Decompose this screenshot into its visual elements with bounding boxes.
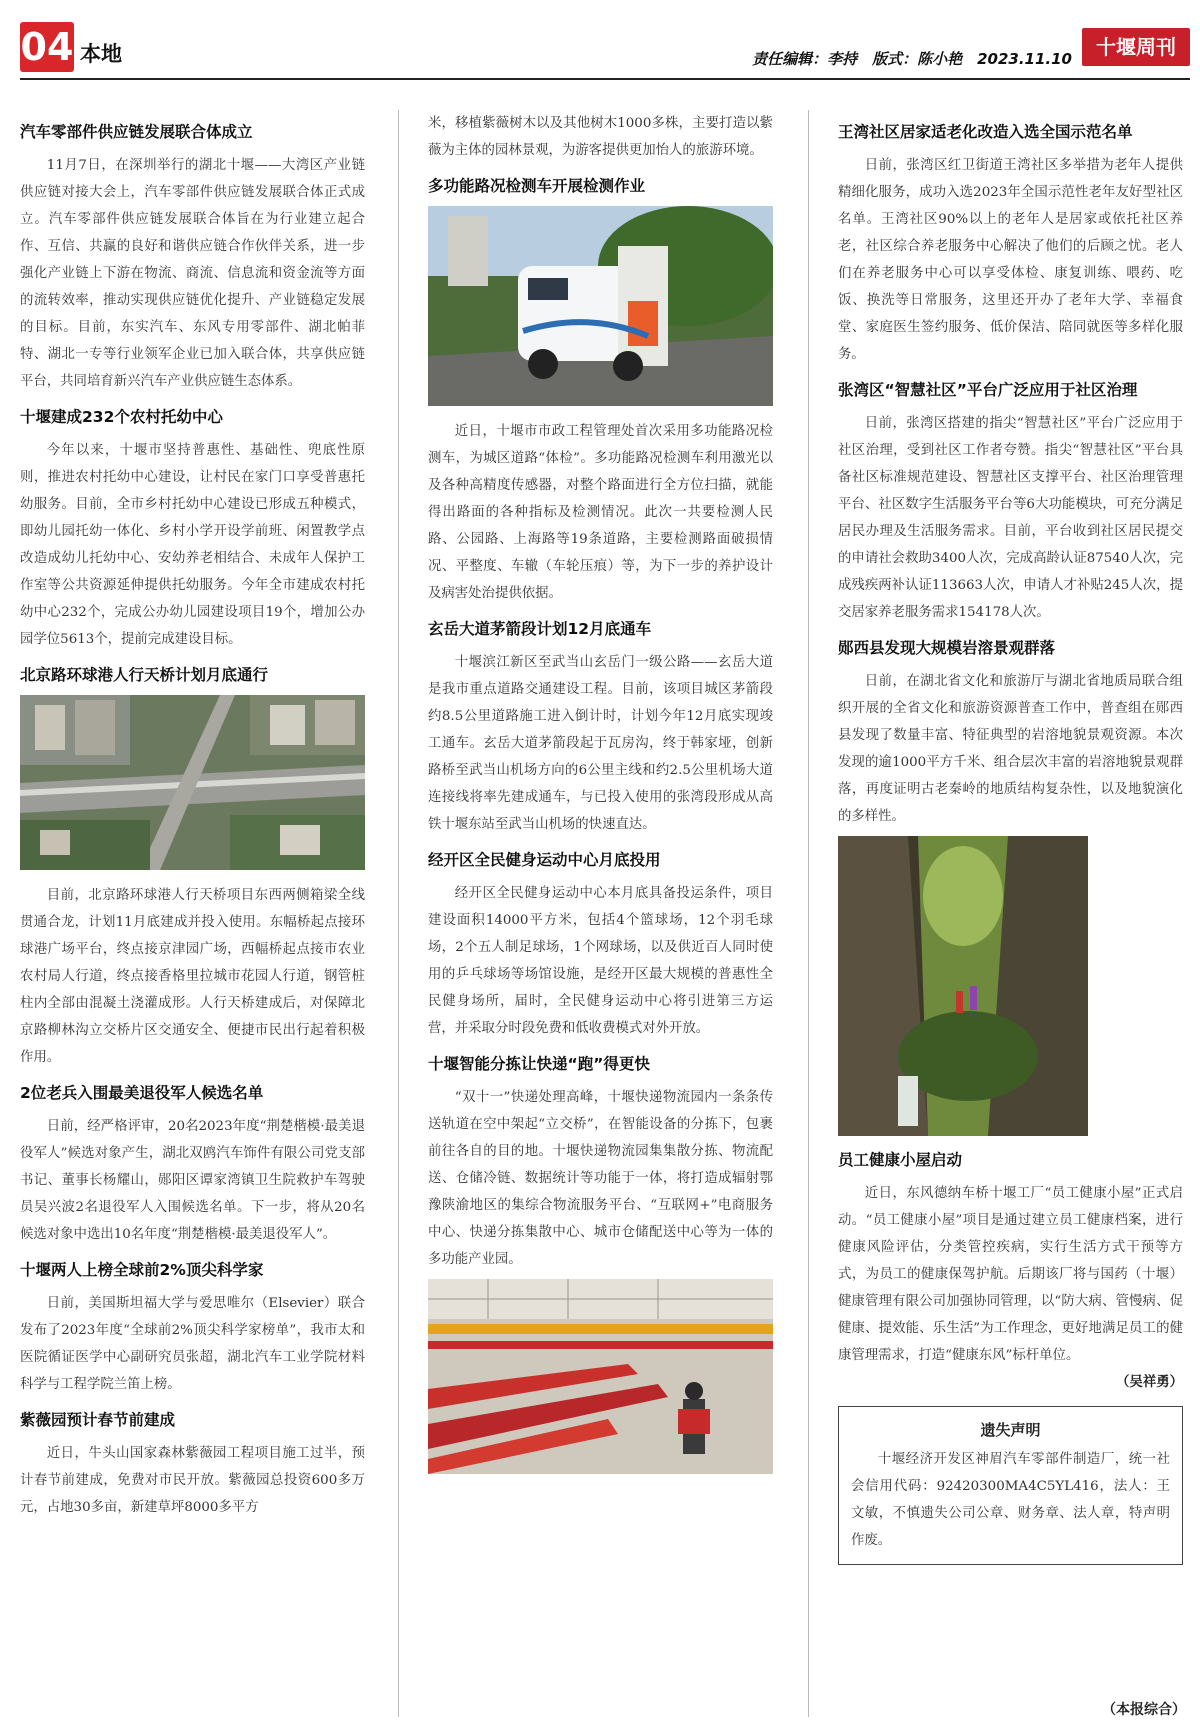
editor-line: 责任编辑：李持 版式：陈小艳 2023.11.10: [752, 50, 1072, 68]
lost-notice-box: [838, 1406, 1183, 1565]
article-body: “双十一”快递处理高峰，十堰快递物流园内一条条传送轨道在空中架起“立交桥”，在智能设备的分拣下，包裹前往各自的目的地。十堰快递物流园集集散分拣、物流配送、仓储冷链、数据统计等功能于一体，将打造成辐射鄂豫陕渝地区的集综合物流服务平台、“互联网+”电商服务中心、快递分拣集散中心、城市仓储配送中心等为一体的多功能产业园。: [428, 1090, 773, 1267]
article-title: 十堰建成232个农村托幼中心: [20, 408, 223, 426]
header-rule: [20, 78, 1190, 80]
article: [428, 174, 773, 607]
article-body: 11月7日，在深圳举行的湖北十堰——大湾区产业链供应链对接大会上，汽车零部件供应链发展联合体正式成立。汽车零部件供应链发展联合体旨在为行业建立起合作、互信、共赢的良好和谐供应链合作伙伴关系，进一步强化产业链上下游在物流、商流、信息流和资金流等方面的流转效率，推动实现供应链优化提升、产业链稳定发展的目标。目前，东实汽车、东风专用零部件、湖北帕菲特、湖北一专等行业领军企业已加入联合体，共享供应链平台，共同培育新兴汽车产业供应链生态体系。: [20, 158, 365, 389]
article-title: 2位老兵入围最美退役军人候选名单: [20, 1084, 264, 1102]
karst-canyon-photo: [838, 836, 1088, 1136]
page-number: 04: [20, 22, 74, 72]
column-1: [20, 110, 365, 1521]
source-note: （本报综合）: [1102, 1702, 1186, 1718]
article-title: 汽车零部件供应链发展联合体成立: [20, 123, 253, 141]
inspection-van-photo: [428, 206, 773, 406]
article-body: 近日，十堰市市政工程管理处首次采用多功能路况检测车，为城区道路“体检”。多功能路况检测车利用激光以及各种高精度传感器，对整个路面进行全方位扫描，就能得出路面的各种指标及检测情况。此次一共要检测人民路、公园路、上海路等19条道路，主要检测路面破损情况、平整度、车辙（车轮压痕）等，为下一步的养护设计及病害处治提供依据。: [428, 424, 773, 601]
article-body: 目前，北京路环球港人行天桥项目东西两侧箱梁全线贯通合龙，计划11月底建成并投入使用。东幅桥起点接环球港广场平台，终点接京津园广场，西幅桥起点接市农业农村局人行道，终点接香格里拉城市花园人行道，钢管桩柱内全部由混凝土浇灌成形。人行天桥建成后，对保障北京路柳林沟立交桥片区交通安全、便捷市民出行起着积极作用。: [20, 888, 365, 1065]
article-body: 日前，张湾区红卫街道王湾社区多举措为老年人提供精细化服务，成功入选2023年全国示范性老年友好型社区名单。王湾社区90%以上的老年人是居家或依托社区养老，社区综合养老服务中心解决了他们的后顾之忧。老人们在养老服务中心可以享受体检、康复训练、喂药、吃饭、换洗等日常服务，这里还开办了老年大学、幸福食堂、家庭医生签约服务、低价保洁、陪同就医等多样化服务。: [838, 158, 1183, 362]
article: [20, 120, 365, 395]
article: [20, 663, 365, 1071]
article-body: 今年以来，十堰市坚持普惠性、基础性、兜底性原则，推进农村托幼中心建设，让村民在家门口享受普惠托幼服务。目前，全市乡村托幼中心建设已形成五种模式，即幼儿园托幼一体化、乡村小学开设学前班、闲置教学点改造成幼儿托幼中心、安幼养老相结合、未成年人保护工作室等公共资源延伸提供托幼服务。今年全市建成农村托幼中心232个，完成公办幼儿园建设项目19个，增加公办园学位5613个，提前完成建设目标。: [20, 443, 365, 647]
article-title: 张湾区“智慧社区”平台广泛应用于社区治理: [838, 381, 1138, 399]
article-title: 王湾社区居家适老化改造入选全国示范名单: [838, 123, 1133, 141]
overpass-aerial-photo: [20, 695, 365, 870]
column-divider: [398, 110, 399, 1717]
article: [838, 636, 1183, 1136]
article-title: 北京路环球港人行天桥计划月底通行: [20, 666, 269, 684]
article-title: 员工健康小屋启动: [838, 1151, 963, 1169]
article: [838, 378, 1183, 626]
article-title: 十堰智能分拣让快递“跑”得更快: [428, 1055, 650, 1073]
article: [428, 848, 773, 1042]
notice-title: 遗失声明: [980, 1421, 1041, 1439]
sorting-center-photo: [428, 1279, 773, 1474]
article-title: 玄岳大道茅箭段计划12月底通车: [428, 620, 652, 638]
article: [20, 1258, 365, 1398]
article-title: 经开区全民健身运动中心月底投用: [428, 851, 661, 869]
article-title: 十堰两人上榜全球前2%顶尖科学家: [20, 1261, 264, 1279]
article-body-continued: 米，移植紫薇树木以及其他树木1000多株，主要打造以紫薇为主体的园林景观，为游客提供更加怡人的旅游环境。: [428, 116, 773, 158]
article-body: 日前，美国斯坦福大学与爱思唯尔（Elsevier）联合发布了2023年度“全球前2%顶尖科学家榜单”，我市太和医院循证医学中心副研究员张超，湖北汽车工业学院材料科学与工程学院兰笛上榜。: [20, 1296, 365, 1392]
article: [838, 120, 1183, 368]
column-3: [838, 110, 1183, 1565]
column-divider: [808, 110, 809, 1717]
article: [838, 1148, 1183, 1396]
article-title: 郧西县发现大规模岩溶景观群落: [838, 639, 1056, 657]
notice-body: 十堰经济开发区神眉汽车零部件制造厂，统一社会信用代码：92420300MA4C5YL416，法人：王文敏，不慎遗失公司公章、财务章、法人章，特声明作废。: [851, 1452, 1170, 1548]
article-title: 紫薇园预计春节前建成: [20, 1411, 176, 1429]
article-body: 日前，在湖北省文化和旅游厅与湖北省地质局联合组织开展的全省文化和旅游资源普查工作中，普查组在郧西县发现了数量丰富、特征典型的岩溶地貌景观资源。本次发现的逾1000平方千米、组合层次丰富的岩溶地貌景观群落，再度证明古老秦岭的地质结构复杂性，以及地貌演化的多样性。: [838, 674, 1183, 824]
article: [20, 405, 365, 653]
article: [428, 1052, 773, 1474]
article-body: 近日，牛头山国家森林紫薇园工程项目施工过半，预计春节前建成，免费对市民开放。紫薇园总投资600多万元，占地30多亩，新建草坪8000多平方: [20, 1446, 365, 1515]
article: [428, 617, 773, 838]
article: [20, 1408, 365, 1521]
column-2: [428, 110, 773, 1486]
article-body: 日前，经严格评审，20名2023年度“荆楚楷模·最美退役军人”候选对象产生，湖北双鸥汽车饰件有限公司党支部书记、董事长杨耀山，郧阳区谭家湾镇卫生院救护车驾驶员吴兴波2名退役军人入围候选名单。下一步，将从20名候选对象中选出10名年度“荆楚楷模·最美退役军人”。: [20, 1119, 365, 1242]
article-title: 多功能路况检测车开展检测作业: [428, 177, 646, 195]
article-credit: （吴祥勇）: [1116, 1374, 1183, 1390]
article-body: 日前，张湾区搭建的指尖“智慧社区”平台广泛应用于社区治理，受到社区工作者夸赞。指尖“智慧社区”平台具备社区标准规范建设、智慧社区支撑平台、社区治理管理平台、社区数字生活服务平台等6大功能模块，可充分满足居民办理及生活服务需求。目前，平台收到社区居民提交的申请社会救助3400人次，完成高龄认证87540人次，完成残疾两补认证113663人次，申请人才补贴245人次，提交居家养老服务需求154178人次。: [838, 416, 1183, 620]
page-header: [0, 0, 1200, 80]
article-body: 近日，东风德纳车桥十堰工厂“员工健康小屋”正式启动。“员工健康小屋”项目是通过建立员工健康档案，进行健康风险评估，分类管控疾病，实行生活方式干预等方式，为员工的健康保驾护航。后期该厂将与国药（十堰）健康管理有限公司加强协同管理，以“防大病、管慢病、促健康、提效能、乐生活”为工作理念，更好地满足员工的健康管理需求，打造“健康东风”标杆单位。: [838, 1186, 1183, 1363]
article: [20, 1081, 365, 1248]
section-name: 本地: [80, 42, 122, 66]
article-body: 经开区全民健身运动中心本月底具备投运条件，项目建设面积14000平方米，包括4个篮球场，12个羽毛球场，2个五人制足球场，1个网球场，以及供近百人同时使用的乒乓球场等场馆设施，是经开区最大规模的普惠性全民健身场所，届时，全民健身运动中心将引进第三方运营，并采取分时段免费和低收费模式对外开放。: [428, 886, 773, 1036]
masthead-logo: 十堰周刊: [1082, 28, 1190, 66]
article-body: 十堰滨江新区至武当山玄岳门一级公路——玄岳大道是我市重点道路交通建设工程。目前，该项目城区茅箭段约8.5公里道路施工进入倒计时，计划今年12月底实现竣工通车。玄岳大道茅箭段起于瓦房沟，终于韩家垭，创新路桥至武当山机场方向的6公里主线和约2.5公里机场大道连接线将率先建成通车，与已投入使用的张湾段形成从高铁十堰东站至武当山机场的快速直达。: [428, 655, 773, 832]
